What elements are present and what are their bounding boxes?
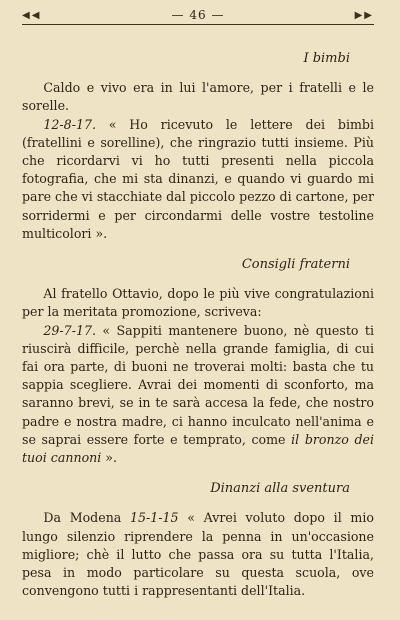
page-header [22, 6, 374, 24]
letter-date: 29-7-17. [43, 322, 96, 338]
section-heading-consigli-fraterni: Consigli fraterni [241, 257, 350, 273]
header-rule [22, 24, 374, 25]
next-page-arrows-icon: ▶▶ [354, 9, 374, 21]
paragraph-text: « Sappiti mantenere buono, nè questo ti riuscirà difficile, perchè nella grande famiglia, di cui fai ora parte, di buoni ne troverai molti: basta che tu sappia scegliere. Avrai dei momenti di sconforto, ma saranno brevi, se in te sarà accesa la fede, che nostro padre e nostra madre, ci hanno inculcato nell'anima e se saprai essere forte e temprato, come [22, 322, 374, 447]
paragraph-text: Caldo e vivo era in lui l'amore, per i fratelli e le sorelle. [22, 80, 374, 114]
section-heading-i-bimbi: I bimbi [303, 51, 350, 66]
paragraph-text: « Ho ricevuto le lettere dei bimbi (fratellini e sorelline), che ringrazio tutti insieme. Più che ricordarvi vi ho tutti presenti nella piccola fotografia, che mi sta dinanzi, e quando vi guardo mi pare che vi stacchiate dal piccolo pezzo di cartone, per sorridermi e per circondarmi delle vostre testoline multicolori ». [22, 116, 374, 241]
letter-date: 15-1-15 [130, 510, 179, 526]
section-heading-dinanzi-alla-sventura: Dinanzi alla sventura [210, 481, 350, 497]
page-body [22, 50, 374, 600]
paragraph-prefix: Da Modena [43, 510, 130, 526]
letter-date: 12-8-17. [43, 116, 96, 132]
paragraph [22, 285, 374, 321]
paragraph-text: « Avrei voluto dopo il mio lungo silenzio riprendere la penna in un'occasione migliore; chè il lutto che passa ora su tutta l'Italia, pesa in modo particolare su questa scuola, ove convengono tutti i rappresentanti dell'Italia. [22, 510, 374, 599]
paragraph [22, 509, 374, 600]
page-number: — 46 — [171, 8, 225, 22]
paragraph [22, 116, 374, 243]
prev-page-arrows-icon: ◀◀ [22, 9, 42, 21]
paragraph-text: Al fratello Ottavio, dopo le più vive congratulazioni per la meritata promozione, scriveva: [22, 286, 374, 320]
paragraph [22, 322, 374, 468]
paragraph-italic-phrase: il bronzo dei tuoi cannoni [22, 431, 374, 466]
paragraph-end: ». [101, 450, 118, 466]
paragraph [22, 79, 374, 115]
